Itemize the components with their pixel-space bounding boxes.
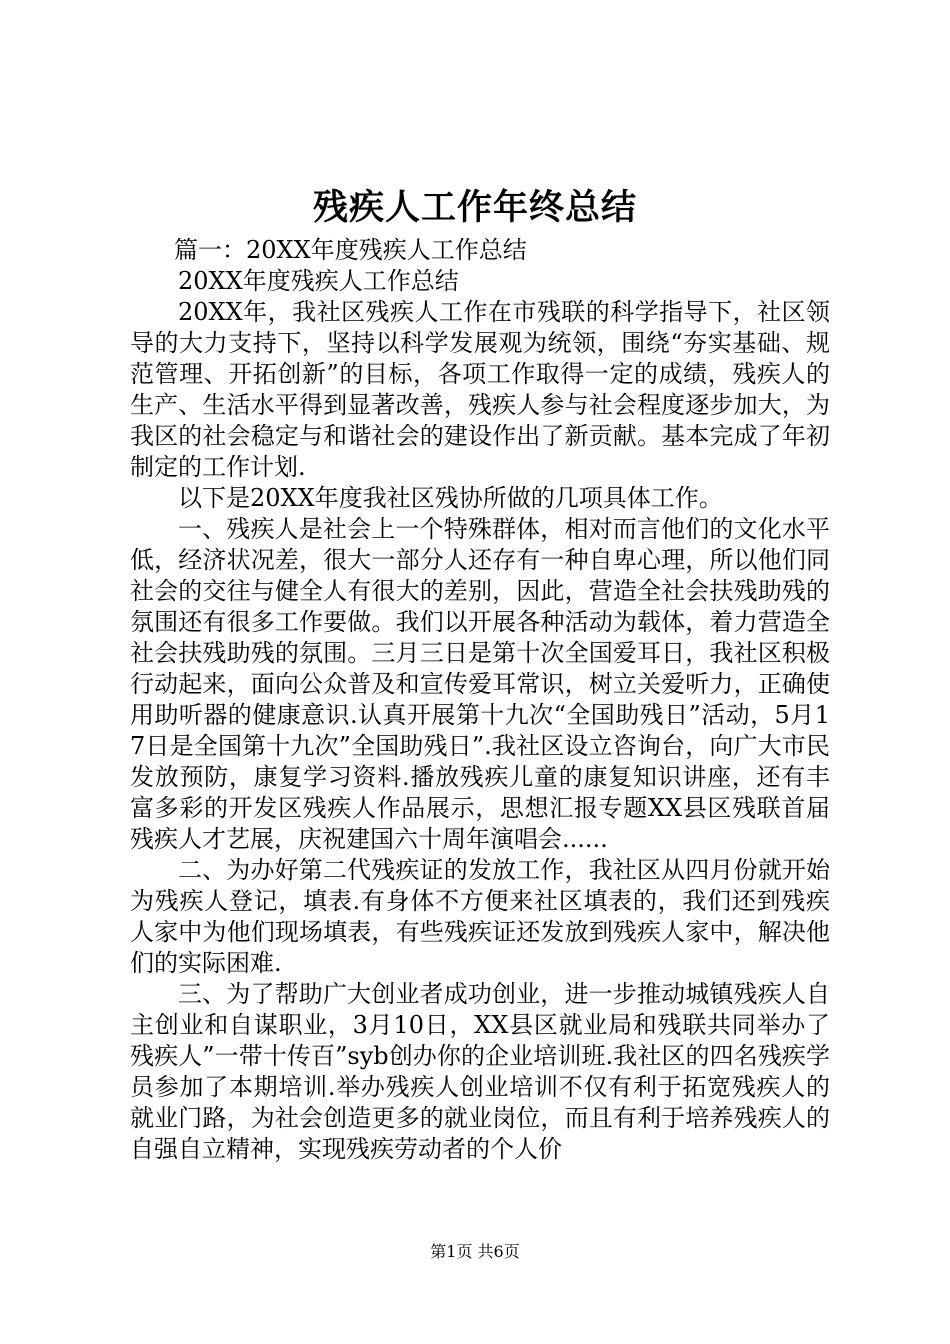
section-heading: 篇一：20XX年度残疾人工作总结: [174, 236, 527, 264]
subsection-heading: 20XX年度残疾人工作总结: [178, 267, 459, 295]
document-body: [130, 235, 830, 1165]
page-number-footer: 第1页 共6页: [430, 1242, 520, 1261]
body-paragraph: 三、为了帮助广大创业者成功创业，进一步推动城镇残疾人自主创业和自谋职业，3月10日，XX县区就业局和残联共同举办了残疾人”一带十传百”syb创办你的企业培训班.我社区的四名残疾学员参加了本期培训.举办残疾人创业培训不仅有利于拓宽残疾人的就业门路，为社会创造更多的就业岗位，而且有利于培养残疾人的自强自立精神，实现残疾劳动者的个人价: [130, 980, 830, 1163]
body-paragraph: 以下是20XX年度我社区残协所做的几项具体工作。: [178, 484, 723, 512]
body-paragraph: 20XX年，我社区残疾人工作在市残联的科学指导下，社区领导的大力支持下，坚持以科学发展观为统领，围绕“夯实基础、规范管理、开拓创新”的目标，各项工作取得一定的成绩，残疾人的生产、生活水平得到显著改善，残疾人参与社会程度逐步加大，为我区的社会稳定与和谐社会的建设作出了新贡献。基本完成了年初制定的工作计划.: [130, 298, 830, 481]
body-paragraph: 二、为办好第二代残疾证的发放工作，我社区从四月份就开始为残疾人登记，填表.有身体不方便来社区填表的，我们还到残疾人家中为他们现场填表，有些残疾证还发放到残疾人家中，解决他们的实际困难.: [130, 856, 830, 977]
document-title: 残疾人工作年终总结: [312, 187, 637, 228]
body-paragraph: 一、残疾人是社会上一个特殊群体，相对而言他们的文化水平低，经济状况差，很大一部分人还存有一种自卑心理，所以他们同社会的交往与健全人有很大的差别，因此，营造全社会扶残助残的氛围还有很多工作要做。我们以开展各种活动为载体，着力营造全社会扶残助残的氛围。三月三日是第十次全国爱耳日，我社区积极行动起来，面向公众普及和宣传爱耳常识，树立关爱听力，正确使用助听器的健康意识.认真开展第十九次“全国助残日”活动，5月17日是全国第十九次”全国助残日”.我社区设立咨询台，向广大市民发放预防，康复学习资料.播放残疾儿童的康复知识讲座，还有丰富多彩的开发区残疾人作品展示，思想汇报专题XX县区残联首届残疾人才艺展，庆祝建国六十周年演唱会......: [130, 515, 830, 853]
